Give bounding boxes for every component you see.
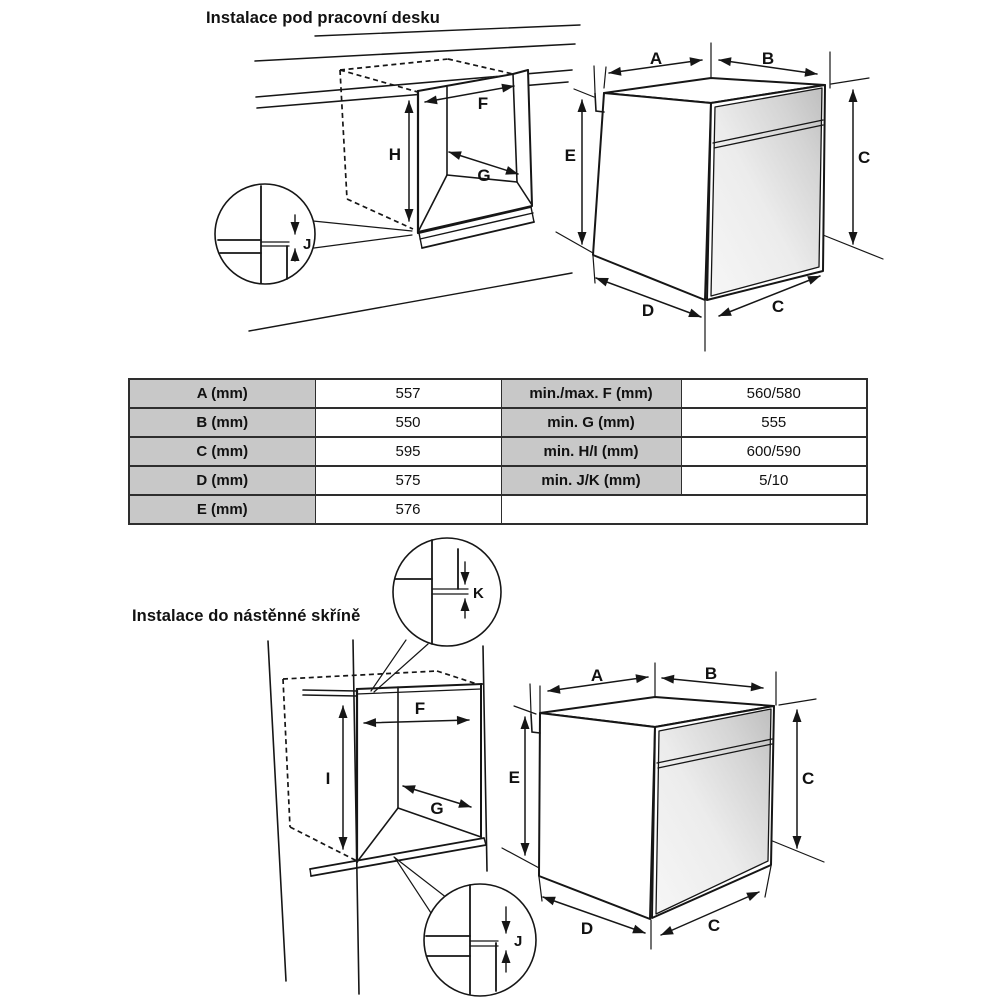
- dim-value-cell: 560/580: [681, 379, 867, 408]
- empty-cell: [501, 495, 867, 524]
- dim-label-D: D: [641, 301, 655, 320]
- table-row: [129, 495, 867, 524]
- dim-name-cell: E (mm): [129, 495, 315, 524]
- oven2-side-face: [539, 713, 655, 919]
- dim-label-C2-height: C: [802, 769, 815, 788]
- dim-name-cell: D (mm): [129, 466, 315, 495]
- vent-notch-2: [531, 714, 540, 733]
- dim-label-E2: E: [508, 768, 520, 787]
- dim-label-A: A: [649, 49, 663, 68]
- dim-label-C-depth: C: [771, 297, 785, 316]
- gap-detail-K-callout: [371, 538, 501, 692]
- gap-detail-J-callout: [215, 184, 412, 284]
- dim-name-cell: B (mm): [129, 408, 315, 437]
- dim-label-K: K: [473, 585, 484, 602]
- dim-value-cell: 557: [315, 379, 501, 408]
- table-row: [129, 437, 867, 466]
- niche-opening-fill: [418, 70, 532, 232]
- oven-body: [593, 78, 825, 300]
- under-counter-niche-diagram: [215, 25, 580, 331]
- dim-value-cell: 600/590: [681, 437, 867, 466]
- oven-dimensions-diagram-bottom: [502, 663, 824, 949]
- dim-label-G2: G: [430, 799, 444, 818]
- dim-label-G: G: [477, 166, 491, 185]
- section-title-wall-cabinet: Instalace do nástěnné skříně: [132, 607, 361, 625]
- dim-label-H: H: [388, 145, 401, 164]
- wall-cabinet-niche-diagram: [268, 538, 536, 996]
- dim-label-J: J: [303, 236, 312, 253]
- dim-name-cell: min. J/K (mm): [501, 466, 681, 495]
- oven-dimensions-diagram-top: [556, 43, 883, 351]
- dim-name-cell: A (mm): [129, 379, 315, 408]
- gap-detail-J2-callout: [394, 857, 536, 996]
- dim-name-cell: C (mm): [129, 437, 315, 466]
- dim-label-B: B: [761, 49, 775, 68]
- oven2-door-panel: [656, 709, 771, 914]
- dim-label-E: E: [564, 146, 576, 165]
- dim-label-I: I: [325, 769, 331, 788]
- oven-side-face: [593, 93, 711, 300]
- dim-label-D2: D: [580, 919, 594, 938]
- dim-value-cell: 595: [315, 437, 501, 466]
- table-row: [129, 408, 867, 437]
- dim-value-cell: 575: [315, 466, 501, 495]
- dim-label-J2: J: [514, 933, 523, 950]
- dim-label-F: F: [477, 94, 489, 113]
- dimensions-table: [128, 378, 868, 525]
- floor-line: [249, 273, 572, 331]
- oven-door-panel: [711, 88, 822, 296]
- dim-label-C-height: C: [858, 148, 871, 167]
- table-row: [129, 379, 867, 408]
- dim-value-cell: 550: [315, 408, 501, 437]
- dim-value-cell: 5/10: [681, 466, 867, 495]
- table-row: [129, 466, 867, 495]
- dim-value-cell: 555: [681, 408, 867, 437]
- dim-name-cell: min. H/I (mm): [501, 437, 681, 466]
- dim-label-A2: A: [590, 666, 604, 685]
- dim-value-cell: 576: [315, 495, 501, 524]
- detail-circle-K: [393, 538, 501, 646]
- dim-label-C2-depth: C: [707, 916, 721, 935]
- oven-body-bottom: [531, 697, 774, 919]
- dim-label-F2: F: [414, 699, 426, 718]
- dim-name-cell: min. G (mm): [501, 408, 681, 437]
- section-title-under-counter: Instalace pod pracovní desku: [206, 9, 440, 27]
- detail-circle-J: [215, 184, 315, 284]
- dim-name-cell: min./max. F (mm): [501, 379, 681, 408]
- dim-label-B2: B: [704, 664, 718, 683]
